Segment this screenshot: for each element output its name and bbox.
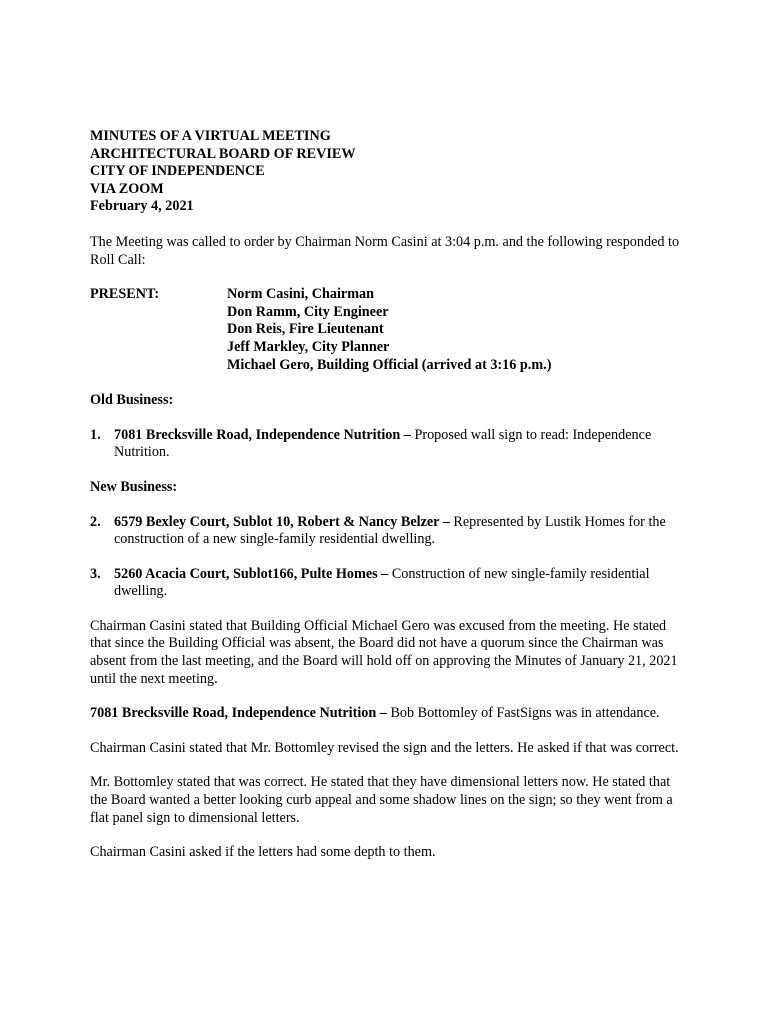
intro-paragraph: The Meeting was called to order by Chairman Norm Casini at 3:04 p.m. and the following responded to Roll Call: (90, 233, 680, 268)
item-text: Construction of new single-family residential dwelling. (114, 565, 650, 600)
present-members (227, 286, 551, 374)
meeting-date: February 4, 2021 (90, 198, 194, 215)
present-label: PRESENT: (90, 286, 160, 303)
agenda-item (90, 566, 690, 601)
present-block (90, 286, 690, 374)
heading-line-4: VIA ZOOM (90, 180, 164, 197)
document-page (90, 128, 690, 879)
paragraph-heading: 7081 Brecksville Road, Independence Nutrition – (90, 705, 387, 722)
heading-line-1: MINUTES OF A VIRTUAL MEETING (90, 128, 331, 144)
document-heading (90, 128, 690, 216)
item-number: 2. (90, 513, 101, 530)
agenda-item (90, 514, 690, 549)
member-name: Don Ramm, City Engineer (227, 303, 389, 320)
minutes-paragraph (90, 705, 690, 723)
old-business-title: Old Business: (90, 392, 174, 409)
minutes-paragraph: Chairman Casini stated that Building Official Michael Gero was excused from the meeting. He stated that since the Building Official was absent, the Board did not have a quorum since the Chairman was absent from the last meeting, and the Board will hold off on approving the Minutes of January 21, 2021 until the next meeting. (90, 617, 678, 687)
item-heading: 5260 Acacia Court, Sublot166, Pulte Homes – (114, 565, 389, 582)
heading-line-3: CITY OF INDEPENDENCE (90, 163, 265, 180)
member-name: Norm Casini, Chairman (227, 286, 375, 303)
item-text: Proposed wall sign to read: Independence Nutrition. (114, 426, 652, 461)
member-name: Michael Gero, Building Official (arrived at 3:16 p.m.) (227, 356, 552, 373)
minutes-paragraph: Chairman Casini asked if the letters had some depth to them. (90, 844, 436, 861)
item-body (114, 566, 690, 601)
item-heading: 6579 Bexley Court, Sublot 10, Robert & Nancy Belzer – (114, 513, 450, 530)
member-name: Don Reis, Fire Lieutenant (227, 321, 384, 338)
new-business-title: New Business: (90, 478, 178, 495)
minutes-paragraph: Chairman Casini stated that Mr. Bottomley revised the sign and the letters. He asked if that was correct. (90, 739, 679, 756)
item-body (114, 514, 690, 549)
item-heading: 7081 Brecksville Road, Independence Nutrition – (114, 426, 411, 443)
member-name: Jeff Markley, City Planner (227, 338, 390, 355)
minutes-paragraph: Mr. Bottomley stated that was correct. He stated that they have dimensional letters now. He stated that the Board wanted a better looking curb appeal and some shadow lines on the sign; so they went from a flat panel sign to dimensional letters. (90, 774, 673, 826)
item-number: 1. (90, 426, 101, 443)
item-body (114, 427, 690, 462)
agenda-item (90, 427, 690, 462)
item-text: Represented by Lustik Homes for the construction of a new single-family residential dwelling. (114, 513, 666, 548)
item-number: 3. (90, 565, 101, 582)
paragraph-text: Bob Bottomley of FastSigns was in attendance. (386, 705, 660, 722)
heading-line-2: ARCHITECTURAL BOARD OF REVIEW (90, 145, 356, 162)
